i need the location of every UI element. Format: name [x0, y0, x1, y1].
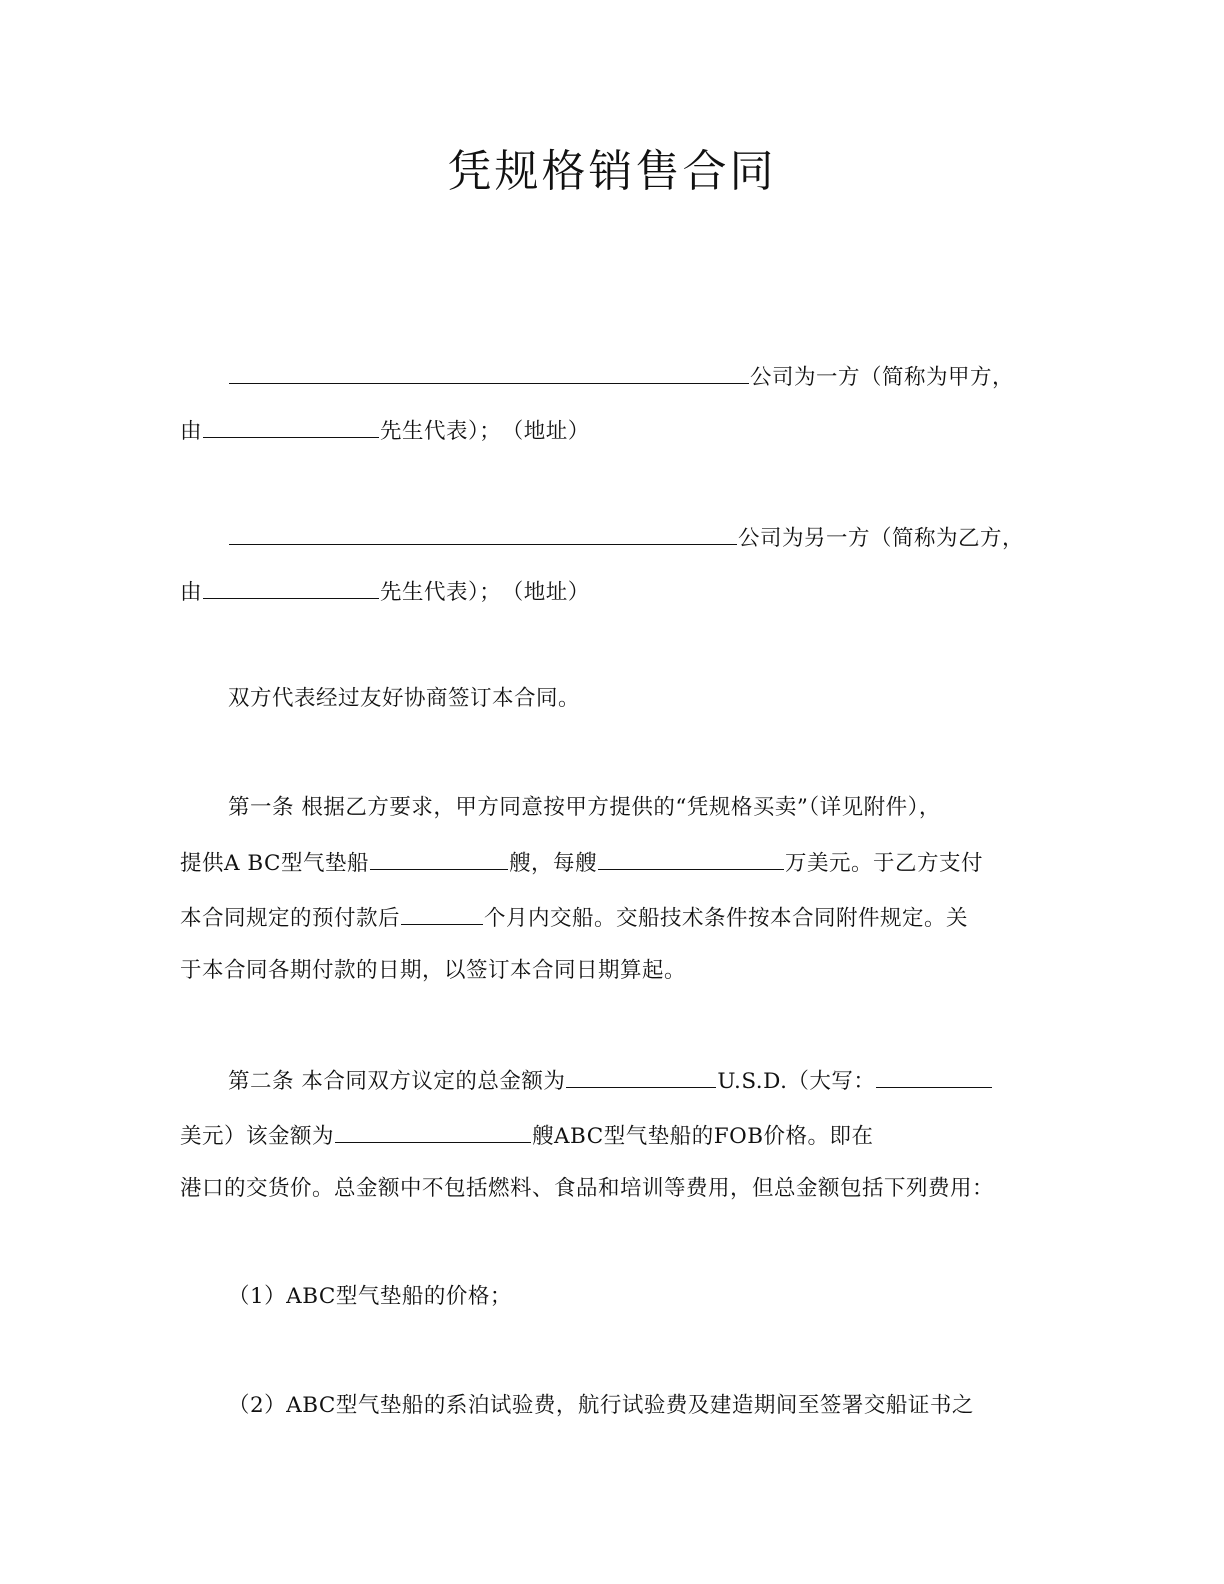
party-b-line-2 — [180, 576, 590, 608]
article-1-text-d: 本合同规定的预付款后 — [180, 906, 401, 931]
item-2: （2）ABC型气垫船的系泊试验费，航行试验费及建造期间至签署交船证书之 — [228, 1393, 974, 1418]
article-1-line-3 — [180, 902, 968, 934]
party-b-representative-text: 先生代表）； （地址） — [380, 580, 590, 605]
article-1-text-c: 万美元。于乙方支付 — [785, 851, 984, 876]
document-title: 凭规格销售合同 — [447, 146, 777, 197]
party-a-line-1 — [228, 361, 1014, 393]
intro-paragraph: 双方代表经过友好协商签订本合同。 — [228, 686, 581, 711]
item-1: （1）ABC型气垫船的价格； — [228, 1284, 512, 1309]
article-2-ship-count-blank[interactable] — [335, 1120, 531, 1143]
article-2-line-3: 港口的交货价。总金额中不包括燃料、食品和培训等费用，但总金额包括下列费用： — [180, 1176, 995, 1201]
party-a-line-2 — [180, 415, 590, 447]
article-1-text-b: 艘，每艘 — [509, 851, 598, 876]
article-2-line-1 — [228, 1065, 993, 1097]
article-2-text-b: U.S.D.（大写： — [717, 1069, 876, 1094]
party-b-line-1 — [228, 522, 1024, 554]
article-2-text-d: 艘ABC型气垫船的FOB价格。即在 — [532, 1124, 874, 1149]
ship-count-blank[interactable] — [370, 847, 508, 870]
party-b-representative-blank[interactable] — [203, 576, 379, 599]
article-1-line-1: 第一条 根据乙方要求，甲方同意按甲方提供的“凭规格买卖”（详见附件）， — [228, 795, 941, 820]
unit-price-blank[interactable] — [598, 847, 784, 870]
party-a-representative-text: 先生代表）； （地址） — [380, 419, 590, 444]
article-1-line-2 — [180, 847, 983, 879]
total-amount-blank[interactable] — [566, 1065, 716, 1088]
party-a-company-blank[interactable] — [229, 361, 749, 384]
party-a-by-text: 由 — [180, 419, 203, 444]
article-1-text-e: 个月内交船。交船技术条件按本合同附件规定。关 — [484, 906, 969, 931]
party-a-role-text: 公司为一方（简称为甲方， — [750, 365, 1015, 390]
article-2-line-2 — [180, 1120, 874, 1152]
amount-in-words-blank[interactable] — [876, 1065, 992, 1088]
article-2-text-a: 第二条 本合同双方议定的总金额为 — [228, 1069, 566, 1094]
article-1-text-a: 提供A BC型气垫船 — [180, 851, 370, 876]
article-1-line-4: 于本合同各期付款的日期，以签订本合同日期算起。 — [180, 958, 687, 983]
delivery-months-blank[interactable] — [401, 902, 483, 925]
party-b-role-text: 公司为另一方（简称为乙方， — [738, 526, 1025, 551]
party-a-representative-blank[interactable] — [203, 415, 379, 438]
party-b-by-text: 由 — [180, 580, 203, 605]
party-b-company-blank[interactable] — [229, 522, 737, 545]
article-2-text-c: 美元）该金额为 — [180, 1124, 335, 1149]
